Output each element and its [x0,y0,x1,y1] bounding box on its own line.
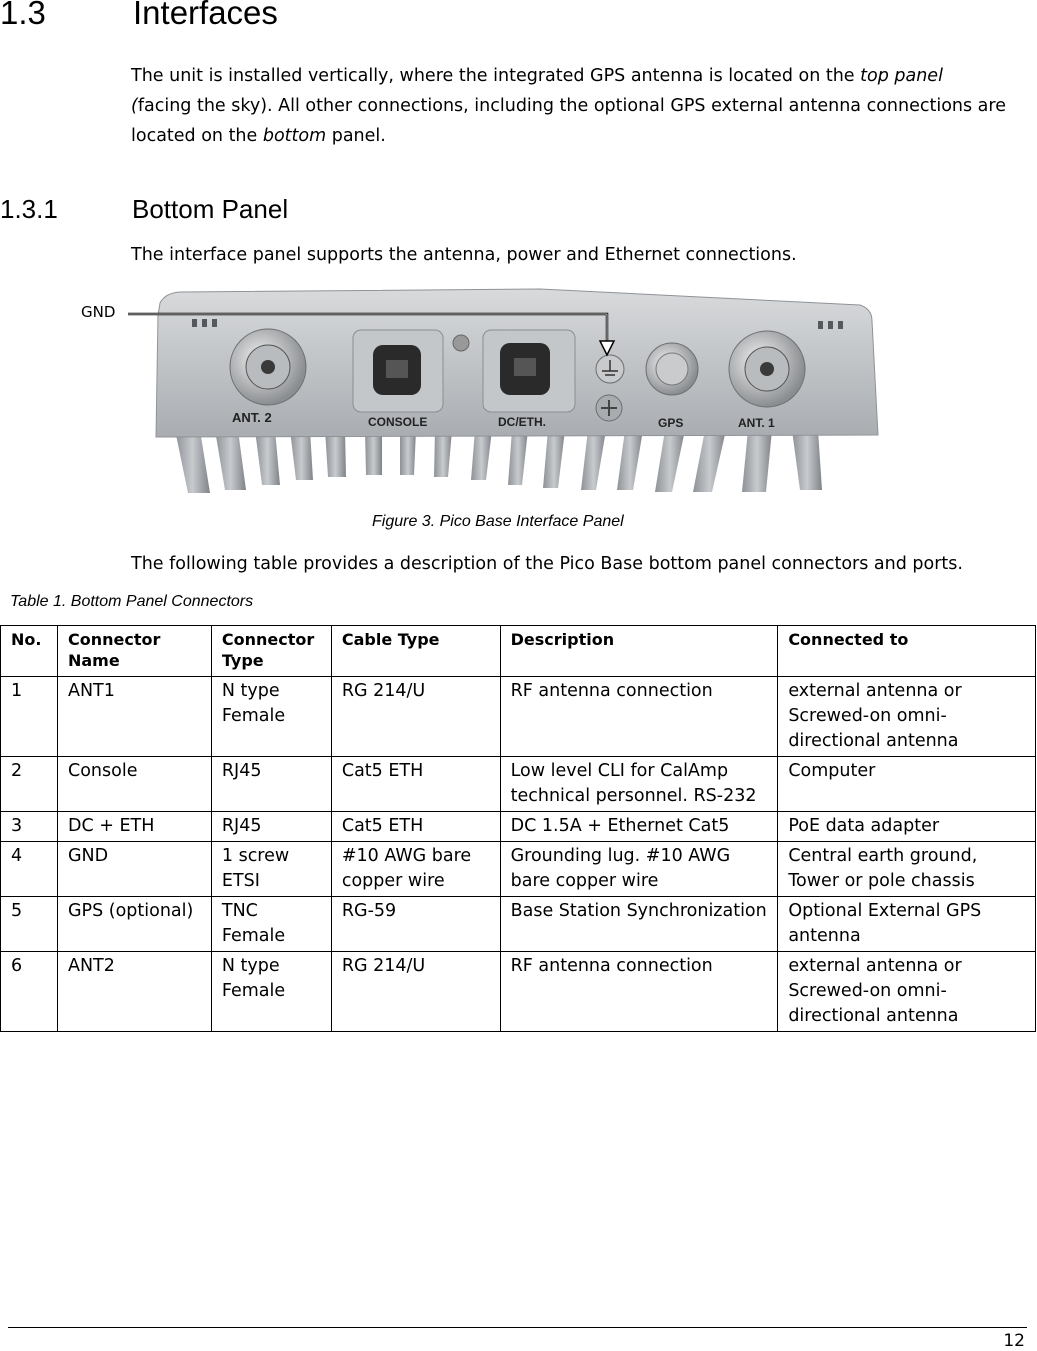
cell-no: 5 [1,897,58,952]
cell-description: RF antenna connection [500,677,778,757]
cell-connector-type: N type Female [211,952,331,1032]
cell-no: 4 [1,842,58,897]
table-row [1,952,1036,1032]
cell-description: RF antenna connection [500,952,778,1032]
cell-connected-to: external antenna or Screwed-on omni-directional antenna [778,952,1036,1032]
cell-connector-type: TNC Female [211,897,331,952]
intro-text-4: panel. [326,126,386,146]
cell-cable-type: Cat5 ETH [331,757,500,812]
port-label-ant2: ANT. 2 [232,410,272,425]
cell-no: 6 [1,952,58,1032]
header-connector-type: Connector Type [211,626,331,677]
intro-text-3b: facing the sky). All other connections, including the optional GPS external antenna connections are located on the [131,96,1006,146]
table-row [1,757,1036,812]
cell-connector-name: Console [57,757,211,812]
table-caption: Table 1. Bottom Panel Connectors [10,593,254,610]
intro-text-3: (facing the sky). All other connections, including the optional GPS external antenna connections are located on the [131,96,1006,146]
intro-em-bottom: bottom [262,126,327,146]
cell-connector-name: GPS (optional) [57,897,211,952]
header-no: No. [1,626,58,677]
cell-no: 3 [1,812,58,842]
cell-description: Grounding lug. #10 AWG bare copper wire [500,842,778,897]
cell-connected-to: external antenna or Screwed-on omni-directional antenna [778,677,1036,757]
table-row [1,842,1036,897]
subsection-title: Bottom Panel [132,194,289,224]
ant1-connector [729,331,805,407]
cell-description: Low level CLI for CalAmp technical personnel. RS-232 [500,757,778,812]
footer-rule [8,1327,1027,1328]
intro-paragraph [131,61,1021,151]
dc-eth-port [483,330,575,412]
intro-em-top-panel: top panel [860,66,943,86]
cell-cable-type: RG 214/U [331,677,500,757]
cell-connector-name: GND [57,842,211,897]
cell-description: Base Station Synchronization [500,897,778,952]
ant2-connector [230,329,306,405]
cell-connected-to: Optional External GPS antenna [778,897,1036,952]
table-row [1,812,1036,842]
header-description: Description [500,626,778,677]
cell-connector-type: 1 screw ETSI [211,842,331,897]
intro-text-1: The unit is installed vertically, where the integrated GPS antenna is located on the [131,66,861,86]
header-connected-to: Connected to [778,626,1036,677]
cell-connector-name: ANT1 [57,677,211,757]
cell-cable-type: RG-59 [331,897,500,952]
cell-connected-to: PoE data adapter [778,812,1036,842]
device-panel-figure [120,285,890,500]
section-title: Interfaces [133,0,278,31]
cell-connected-to: Central earth ground, Tower or pole chassis [778,842,1036,897]
panel-intro: The interface panel supports the antenna, power and Ethernet connections. [131,245,797,265]
cell-cable-type: Cat5 ETH [331,812,500,842]
cell-connected-to: Computer [778,757,1036,812]
header-cable-type: Cable Type [331,626,500,677]
gps-connector [646,343,698,395]
port-label-ant1: ANT. 1 [738,416,775,430]
cell-cable-type: #10 AWG bare copper wire [331,842,500,897]
cell-connector-name: DC + ETH [57,812,211,842]
section-number: 1.3 [0,0,46,31]
cell-connector-name: ANT2 [57,952,211,1032]
cell-connector-type: RJ45 [211,812,331,842]
header-connector-name: Connector Name [57,626,211,677]
port-label-dc-eth: DC/ETH. [498,415,546,429]
table-row [1,677,1036,757]
subsection-number: 1.3.1 [0,194,58,224]
connectors-table [0,625,1036,1032]
gnd-callout-label: GND [81,303,116,321]
port-label-gps: GPS [658,416,684,430]
table-intro: The following table provides a description of the Pico Base bottom panel connectors and ports. [131,554,963,574]
port-label-console: CONSOLE [368,415,428,429]
cell-cable-type: RG 214/U [331,952,500,1032]
figure-caption: Figure 3. Pico Base Interface Panel [372,513,624,530]
cell-no: 1 [1,677,58,757]
heatsink-fins [175,430,822,493]
table-header-row [1,626,1036,677]
table-row [1,897,1036,952]
cell-no: 2 [1,757,58,812]
page-number: 12 [1003,1331,1025,1351]
console-port [353,330,443,412]
cell-description: DC 1.5A + Ethernet Cat5 [500,812,778,842]
cell-connector-type: RJ45 [211,757,331,812]
cell-connector-type: N type Female [211,677,331,757]
